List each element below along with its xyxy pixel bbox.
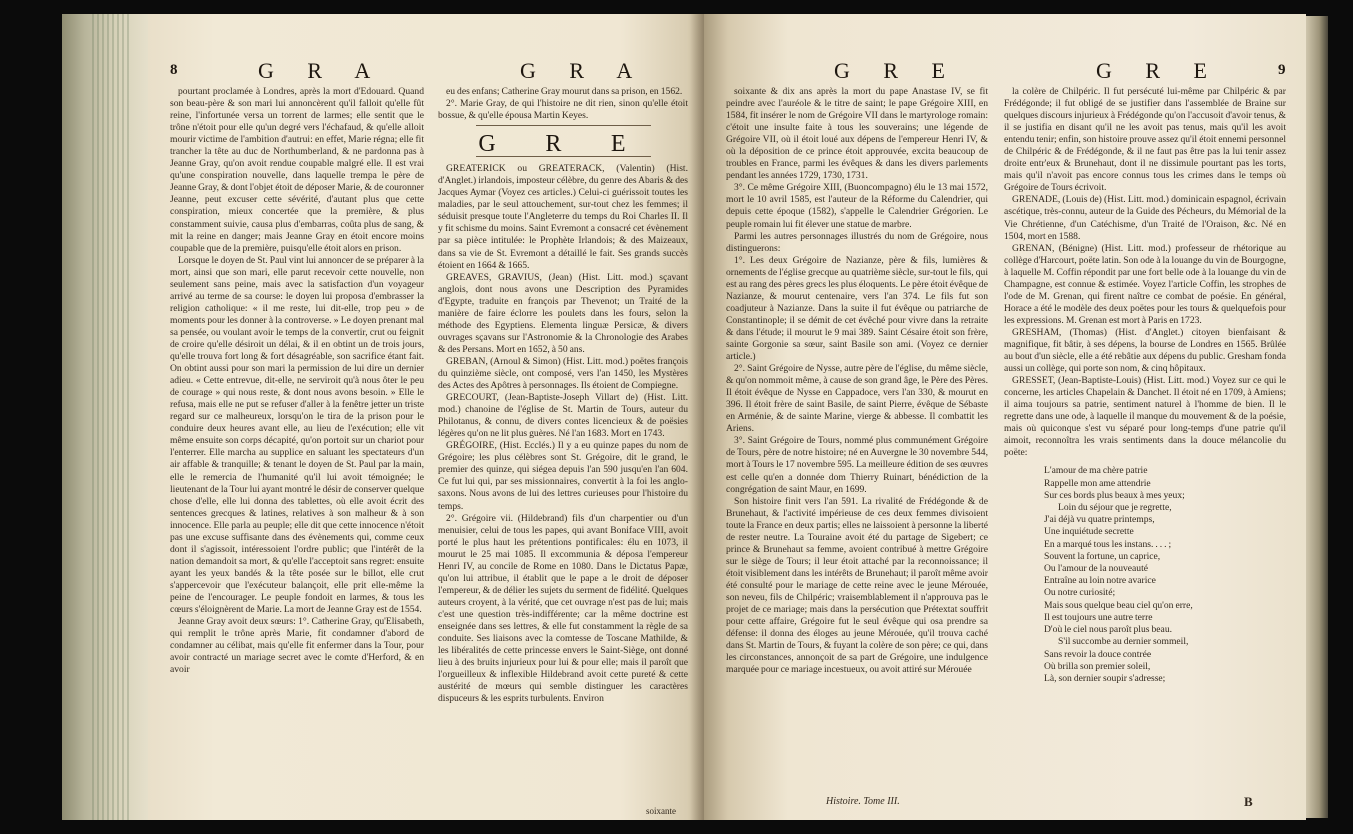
poem-line: Loin du séjour que je regrette,	[1058, 502, 1172, 514]
paragraph: 2°. Marie Gray, de qui l'histoire ne dit rien, sinon qu'elle étoit bossue, & qu'elle épousa Martin Keyes.	[438, 98, 688, 122]
entry-grenade: GRENADE, (Louis de) (Hist. Litt. mod.) dominicain espagnol, écrivain ascétique, très-connu, auteur de la Guide des Pécheurs, du Mémorial de la Vie Chrétienne, d'un Catéchisme, d'un Traité de l'Oraison, &c. Né en 1504, mort en 1588.	[1004, 194, 1286, 242]
poem-line: Ou notre curiosité;	[1044, 587, 1116, 599]
entry-grecourt: GRECOURT, (Jean-Baptiste-Joseph Villart de) (Hist. Litt. mod.) chanoine de l'église de St. Martin de Tours, auteur du Philotanus, & connu, de divers contes licencieux & de poësies légères qu'on ne lit plus guères. Né l'an 1683. Mort en 1743.	[438, 392, 688, 440]
entry-gregoire: GRÉGOIRE, (Hist. Ecclés.) Il y a eu quinze papes du nom de Grégoire; les plus célèbres sont St. Grégoire, dit le grand, le premier des quinze, qui siégea depuis l'an 590 jusqu'en l'an 604. Ce fut lui qui, par ses missionnaires, convertit à la foi les anglo-saxons. Nous avons de lui des lettres curieuses pour l'histoire du temps.	[438, 440, 688, 512]
left-running-head-2: G R A	[520, 58, 647, 83]
poem-line: Ou l'amour de la nouveauté	[1044, 563, 1149, 575]
paragraph: 2°. Saint Grégoire de Nysse, autre père de l'église, du même siècle, & qu'on nommoit même, à cause de son grand âge, le Père des Pères. Il étoit évêque de Nysse en Cappadoce, vers l'an 330, & mourut en 396. Il étoit frère de saint Basile, de saint Pierre, évêque de Sébaste en Arménie, & de sainte Marine, vierge & abbesse. Il combattit les Ariens.	[726, 363, 988, 435]
poem-line: Rappelle mon ame attendrie	[1044, 477, 1151, 489]
right-running-head-1: G R E	[834, 58, 959, 83]
left-column-2	[438, 86, 688, 705]
paragraph: 3°. Saint Grégoire de Tours, nommé plus communément Grégoire de Tours, père de notre histoire; né en Auvergne le 30 novembre 544, mort à Tours le 17 novembre 595. La meilleure édition de ses œuvres est celle qu'en a donnée dom Thierry Ruinart, bénédiction de la congrégation de saint Maur, en 1699.	[726, 435, 988, 495]
right-page-number: 9	[1278, 62, 1286, 78]
section-heading-gre: G R E	[478, 131, 648, 158]
paragraph: eu des enfans; Catherine Gray mourut dans sa prison, en 1562.	[446, 86, 683, 97]
poem-line: J'ai déjà vu quatre printemps,	[1044, 514, 1155, 526]
left-page-header	[148, 56, 704, 90]
entry-greaterick: GREATERICK ou GREATERACK, (Valentin) (Hist. d'Anglet.) irlandois, imposteur célèbre, du genre des Abaris & des Jacques Aymar (Voyez ces articles.) Celui-ci guérissoit toutes les maladies, par le seul attouchement, sur-tout chez les femmes; il séduisit presque toute l'Angleterre du temps du Roi Charles II. Il y fit schisme du moins. Saint Evremont a consacré cet évènement par sa pièce intitulée: le Prophète Irlandois; & des Maizeaux, dans sa vie de St. Evremont a détaillé le fait. Ses grands succès étoient en 1664 & 1665.	[438, 163, 688, 271]
entry-gresset: GRESSET, (Jean-Baptiste-Louis) (Hist. Litt. mod.) Voyez sur ce qui le concerne, les articles Chapelain & Danchet. Il étoit né en 1709, à Amiens; il aima toujours sa patrie, sentiment naturel à l'homme de bien. Il le regrette dans une ode, à laquelle il manque du mouvement & de la poésie, mais où quiconque s'est vu séparé pour long-temps d'une patrie qu'il aimoit, reconnoîtra les vrais sentiments dans la douce mélancolie du poëte:	[1004, 375, 1286, 459]
poem-block	[1044, 465, 1286, 685]
left-column-1	[170, 86, 424, 676]
entry-gresham: GRESHAM, (Thomas) (Hist. d'Anglet.) citoyen bienfaisant & magnifique, fit bâtir, à ses dépens, la bourse de Londres en 1565. Brûlée au bout d'un siècle, elle a été rebâtie aux dépens du public. Gresham fonda aussi un collège, qui porte son nom, & cinq hôpitaux.	[1004, 326, 1286, 375]
paragraph: Son histoire finit vers l'an 591. La rivalité de Frédégonde & de Brunehaut, & l'activité impérieuse de ces deux femmes divisoient toute la France en deux partis; elles ne laissoient à personne la liberté de rester neutre. La Touraine avoit été du partage de Sigebert; ce prince & Brunehaut sa femme, avoient contribué à mettre Grégoire sur le siège de Tours; il leur étoit attaché par la reconnoissance; il étoit visiblement dans les intérêts de Brunehaut; il paroît même avoir été consulté pour le mariage de cette reine avec le jeune Mérouée, son neveu, fils de Chilpéric; vraisemblablement il n'approuva pas le projet de ce mariage; mais dans la persécution que Prétextat souffrit pour cette affaire, Grégoire fut le seul évêque qui osa prendre sa défense: il donna des éloges au jeune Mérouée, qu'il trouva caché dans St. Martin de Tours, & fuyant la colère de son père; ce qui, dans les circonstances, annonçoit de sa part de Grégoire, une indulgence marquée pour ce mariage incestueux, ou avoit attiré sur Mérouée	[726, 495, 988, 676]
paragraph: Parmi les autres personnages illustrés du nom de Grégoire, nous distinguerons:	[726, 230, 988, 254]
poem-line: Là, son dernier soupir s'adresse;	[1044, 672, 1166, 684]
left-page	[148, 14, 704, 820]
right-page-header	[704, 56, 1306, 90]
poem-line: Où brilla son premier soleil,	[1044, 660, 1151, 672]
paragraph: Jeanne Gray avoit deux sœurs: 1°. Catherine Gray, qu'Elisabeth, qui remplit le trône après Marie, fit condamner d'abord de condamner au célibat, mais qu'elle fit enfermer dans la Tour, pour avoir contracté un mariage secret avec le comte d'Herford, & en avoir	[170, 616, 424, 676]
section-divider	[476, 125, 651, 126]
catchword: soixante	[646, 806, 676, 816]
signature-mark: B	[1244, 794, 1253, 809]
paragraph: pourtant proclamée à Londres, après la mort d'Edouard. Quand son beau-père & son mari lui annoncèrent qu'il falloit qu'elle fût reine, l'infortunée versa un torrent de larmes; elle sentit que le trône n'étoit pour elle qu'un degré vers l'échafaud, & qu'elle alloit mourir victime de l'ambition d'autrui: en effet, Marie régna; elle fit trancher la tête au duc de Northumberland, & ne pardonna pas à Jeanne Gray, qu'on avoit rendue coupable malgré elle. Il est vrai qu'une conspiration nouvelle, dans laquelle trempa le père de Jeanne Gray, & dont l'objet étoit de déposer Marie, & de couronner Jeanne, peut excuser cette sévérité, d'autant plus que cette conspiration, mieux concertée que la première, & plus constamment suivie, causa plus d'embarras, coûta plus de sang, & mit la reine en danger; mais Jeanne Gray en étoit encore moins coupable que de la première, puisqu'elle étoit alors en prison.	[170, 86, 424, 254]
entry-grenan: GRENAN, (Bénigne) (Hist. Litt. mod.) professeur de rhétorique au collège d'Harcourt, poëte latin. Son ode à la louange du vin de Bourgogne, à laquelle M. Coffin répondit par une fort belle ode à la louange du vin de Champagne, est connue & estimée. Voyez l'article Coffin, les strophes de l'ode de M. Grenan, qui firent naître ce combat de poésie. En général, Horace a été le modèle des deux poëtes pour les tours & quelquefois pour les expressions. M. Grenan est mort à Paris en 1723.	[1004, 242, 1286, 326]
paragraph: 1°. Les deux Grégoire de Nazianze, père & fils, lumières & ornements de l'église grecque au quatrième siècle, sur-tout le fils, qui est au rang des pères grecs les plus éloquents. Le père étoit évêque de Nazianze, & mourut centenaire, vers l'an 374. Le fils fut son coadjuteur à Nazianze. Dans la suite il fut évêque ou patriarche de Constantinople; il se démit de cet évêché pour vivre dans la retraite & dans l'étude; il mourut le 9 mai 389. Saint Césaire étoit son frère, sainte Gorgonie sa sœur, saint Basile son ami. (Voyez ce dernier article.)	[726, 254, 988, 363]
poem-line: Sans revoir la douce contrée	[1044, 648, 1152, 660]
entry-greaves: GREAVES, GRAVIUS, (Jean) (Hist. Litt. mod.) sçavant anglois, dont nous avons une Description des Pyramides d'Egypte, traduite en françois par Thevenot; un Traité de la manière de faire éclorre les poulets dans les fours, selon la méthode des Egyptiens. Elementa linguæ Persicæ, & divers ouvrages sçavans sur l'Astronomie & la Chronologie des Arabes & des Persans. Mort en 1652, à 50 ans.	[438, 271, 688, 355]
footer-volume-title: Histoire. Tome III.	[826, 796, 900, 807]
page-edge-texture	[92, 14, 132, 820]
right-column-1	[726, 86, 988, 676]
poem-line: Souvent la fortune, un caprice,	[1044, 550, 1161, 562]
poem-line: Entraîne au loin notre avarice	[1044, 575, 1156, 587]
right-running-head-2: G R E	[1096, 58, 1221, 83]
poem-line: Sur ces bords plus beaux à mes yeux;	[1044, 489, 1185, 501]
poem-line: S'il succombe au dernier sommeil,	[1058, 636, 1189, 648]
paragraph: Lorsque le doyen de St. Paul vint lui annoncer de se préparer à la mort, ainsi que son mari, elle parut recevoir cette nouvelle, non seulement sans peine, mais avec la satisfaction d'un voyageur arrivé au terme de sa course: le doyen lui proposa d'embrasser la religion catholique: « il me reste, lui dit-elle, trop peu » de moments pour les donner à la controverse. » Le doyen prenant mal sa pensée, ou voulant avoir le temps de la convertir, crut ou feignit de croire qu'elle désiroit un délai, & il en obtint un de trois jours, qu'elle trouva fort long & fort désagréable, son sacrifice étant fait. On obtint aussi pour son mari la permission de lui dire un dernier adieu. « Cette entrevue, dit-elle, ne serviroit qu'à nous ôter le peu de courage » qui nous reste, & dont nous avons besoin. » Elle le refusa, mais elle ne put se refuser d'aller à la fenêtre jetter un triste regard sur ce malheureux, lorsqu'on le tira de la prison pour le conduire deux heures avant elle, au lieu de l'exécution; elle vit même ensuite son corps décapité, qu'on portoit sur un chariot pour l'enterrer. Elle marcha au supplice en saluant les spectateurs d'un air affable & tranquille; & tenant le doyen de St. Paul par la main, elle le remercia de l'humanité qu'il lui avoit témoignée; le lieutenant de la Tour lui ayant montré le désir de conserver quelque chose d'elle, elle lui donna des tablettes, où elle avoit écrit des sentences grecques & latines, relatives à son malheur & à son innocence. Elle parla au peuple; elle dit que cette innocence n'étoit pas une excuse suffisante dans des évènements qui, comme ceux dont il s'agissoit, intéressoient l'ordre public; que l'intérêt de la nation demandoit sa mort, & qu'elle l'acceptoit sans regret: ensuite ayant les yeux bandés & la tête posée sur le billot, elle crut s'appercevoir que l'exécuteur balançoit, elle prit elle-même la peine de l'encourager. Le peuple fondoit en larmes, & tous les cœurs s'éloignèrent de Marie. La mort de Jeanne Gray est de 1554.	[170, 254, 424, 616]
right-page	[704, 14, 1306, 820]
entry-greban: GREBAN, (Arnoul & Simon) (Hist. Litt. mod.) poëtes françois du quinzième siècle, ont composé, vers l'an 1450, les Mystères des Actes des Apôtres à personnages. Ils étoient de Compiegne.	[438, 355, 688, 392]
right-column-2	[1004, 86, 1286, 685]
poem-line: L'amour de ma chère patrie	[1044, 465, 1148, 477]
poem-line: Une inquiétude secrette	[1044, 526, 1134, 538]
left-running-head-1: G R A	[258, 58, 385, 83]
poem-line: En a marqué tous les instans. . . . ;	[1044, 538, 1172, 550]
paragraph: 3°. Ce même Grégoire XIII, (Buoncompagno) élu le 13 mai 1572, mort le 10 avril 1585, est l'auteur de la Réforme du Calendrier, qui depuis cette époque (1582), s'appelle le Calendrier Grégorien. Le peuple romain lui fit élever une statue de marbre.	[726, 182, 988, 230]
entry-gregoire-vii: 2°. Grégoire vii. (Hildebrand) fils d'un charpentier ou d'un menuisier, celui de tous les papes, qui avant Boniface VIII, avoit porté le plus haut les prétentions pontificales: élu en 1073, il mourut le 25 mai 1085. Il excommunia & déposa l'empereur Henri IV, au concile de Rome en 1080. Dans le Dictatus Papæ, qu'on lui attribue, il établit que le pape a le droit de déposer l'empereur, & de délier les sujets du serment de fidélité. Quelques auteurs croyent, à la vérité, que cet ouvrage n'est pas de lui; mais c'est une question très-indifférente; car la même doctrine est enseignée dans ses lettres, & elle fut constamment la règle de sa conduite. Ses liaisons avec la comtesse de Toscane Mathilde, & les libéralités de cette princesse envers le Saint-Siège, ont donné lieu à des bruits injurieux pour lui & pour elle; mais il paroît que l'orgueilleux & inflexible Hildebrand avoit cette pureté & cette austérité de mœurs qui semble distinguer les caractères dispuceurs & les esprits turbulents. Environ	[438, 512, 688, 705]
left-page-number: 8	[170, 62, 178, 78]
poem-line: D'où le ciel nous paroît plus beau.	[1044, 624, 1173, 636]
paragraph: soixante & dix ans après la mort du pape Anastase IV, se fit peindre avec l'auréole & le titre de saint; le pape Grégoire XIII, en 1584, fit insérer le nom de Grégoire VII dans le martyrologe romain: c'étoit une insulte faite à tous les souverains; une légende de Grégoire VII, où il étoit loué aux dépens de l'empereur Henri IV, & où la déposition de ce prince étoit approuvée, excita beaucoup de troubles en France, parmi les évêques & dans les divers parlements pendant les années 1729, 1730, 1731.	[726, 86, 988, 182]
poem-line: Il est toujours une autre terre	[1044, 611, 1153, 623]
paragraph: la colère de Chilpéric. Il fut persécuté lui-même par Chilpéric & par Frédégonde; il fut obligé de se justifier dans l'assemblée de Braine sur quelques discours injurieux à Frédégonde qu'on l'accusoit d'avoir tenus, & il se justifia en disant qu'il ne les avoit pas tenus, mais qu'il les avoit entendu tenir; enfin, son histoire prouve assez qu'il étoit ennemi personnel de Chilpéric & de Frédégonde, & il ne faut pas être pas la lui tenir assez droite entr'eux & Brunehaut, dont il ne dissimule pourtant pas les torts, mais qu'il n'avoit pas encore connus tous les crimes dans le temps où Grégoire de Tours écrivoit.	[1004, 86, 1286, 194]
poem-line: Mais sous quelque beau ciel qu'on erre,	[1044, 599, 1193, 611]
book-page-edges-right	[1306, 16, 1328, 818]
